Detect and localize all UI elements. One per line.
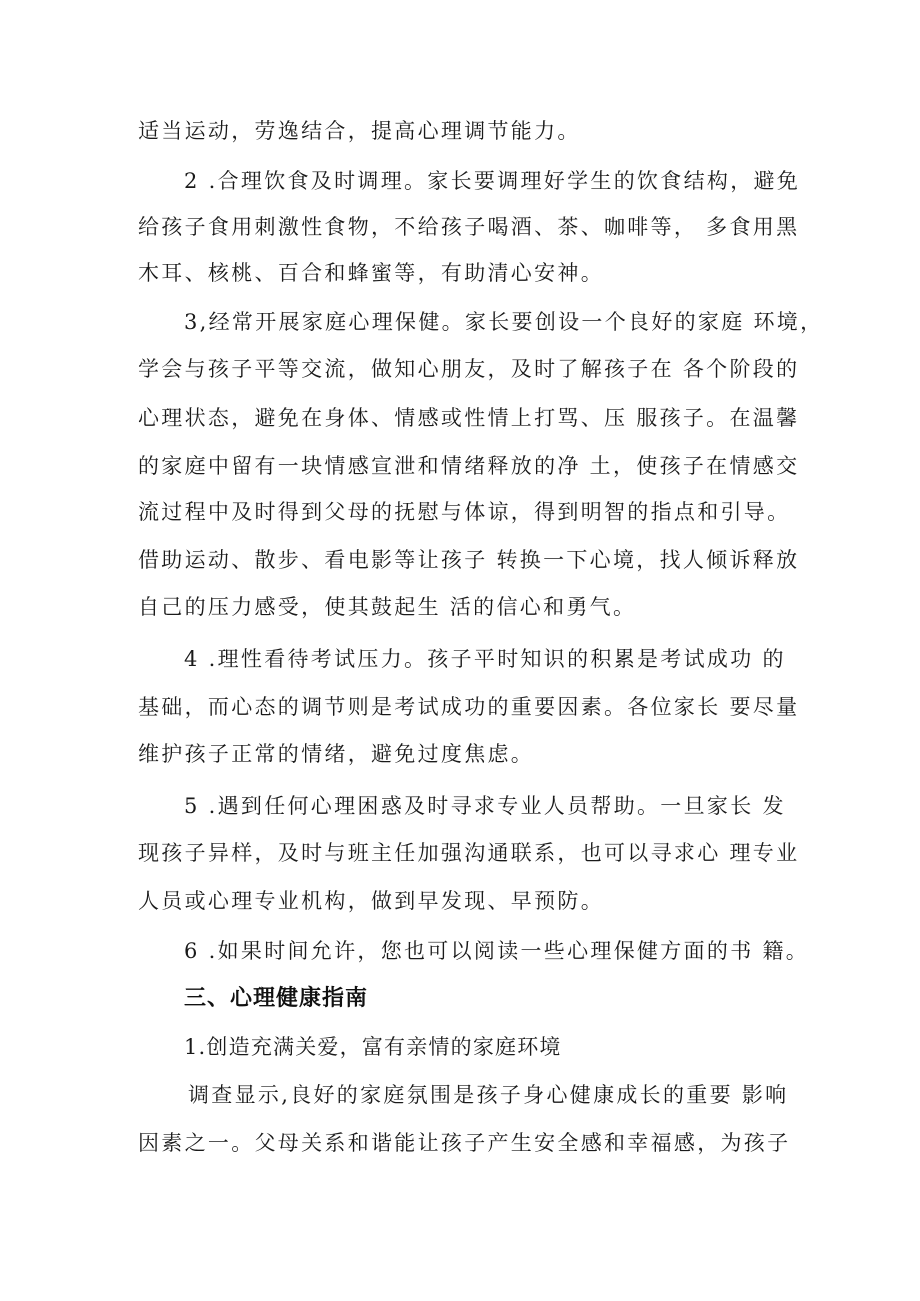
text-line: 借助运动、散步、看电影等让孩子 转换一下心境，找人倾诉释放: [138, 548, 800, 572]
text-line: 给孩子食用刺激性食物，不给孩子喝酒、茶、咖啡等， 多食用黑: [138, 215, 800, 239]
text-line: 学会与孩子平等交流，做知心朋友，及时了解孩子在 各个阶段的: [138, 357, 800, 381]
text-line: 人员或心理专业机构，做到早发现、早预防。: [138, 889, 604, 913]
text-line: 5 .遇到任何心理困惑及时寻求专业人员帮助。一旦家长 发: [184, 794, 786, 818]
text-line: 流过程中及时得到父母的抚慰与体谅，得到明智的指点和引导。: [138, 500, 791, 524]
text-line: 4 .理性看待考试压力。孩子平时知识的积累是考试成功 的: [184, 647, 786, 671]
text-line: 现孩子异样，及时与班主任加强沟通联系，也可以寻求心 理专业: [138, 841, 800, 865]
text-line: 木耳、核桃、百合和蜂蜜等，有助清心安神。: [138, 261, 604, 285]
text-line: 心理状态，避免在身体、情感或性情上打骂、压 服孩子。在温馨: [138, 406, 800, 430]
text-line: 适当运动，劳逸结合，提高心理调节能力。: [138, 119, 581, 143]
text-line: 维护孩子正常的情绪，避免过度焦虑。: [138, 742, 535, 766]
text-line: 调查显示,良好的家庭氛围是孩子身心健康成长的重要 影响: [188, 1083, 789, 1107]
text-line: 的家庭中留有一块情感宣泄和情绪释放的净 土，使孩子在情感交: [138, 454, 800, 478]
section-heading: 三、心理健康指南: [184, 986, 369, 1011]
text-line: 基础，而心态的调节则是考试成功的重要因素。各位家长 要尽量: [138, 695, 800, 719]
subheading: 1.创造充满关爱，富有亲情的家庭环境: [184, 1035, 562, 1059]
text-line: 因素之一。父母关系和谐能让孩子产生安全感和幸福感，为孩子: [138, 1131, 791, 1155]
text-line: 自己的压力感受，使其鼓起生 活的信心和勇气。: [138, 595, 637, 619]
text-line: 6 .如果时间允许，您也可以阅读一些心理保健方面的书 籍。: [184, 939, 810, 963]
text-line: 2 .合理饮食及时调理。家长要调理好学生的饮食结构，避免: [184, 169, 801, 193]
text-line: 3,经常开展家庭心理保健。家长要创设一个良好的家庭 环境，: [184, 310, 824, 334]
